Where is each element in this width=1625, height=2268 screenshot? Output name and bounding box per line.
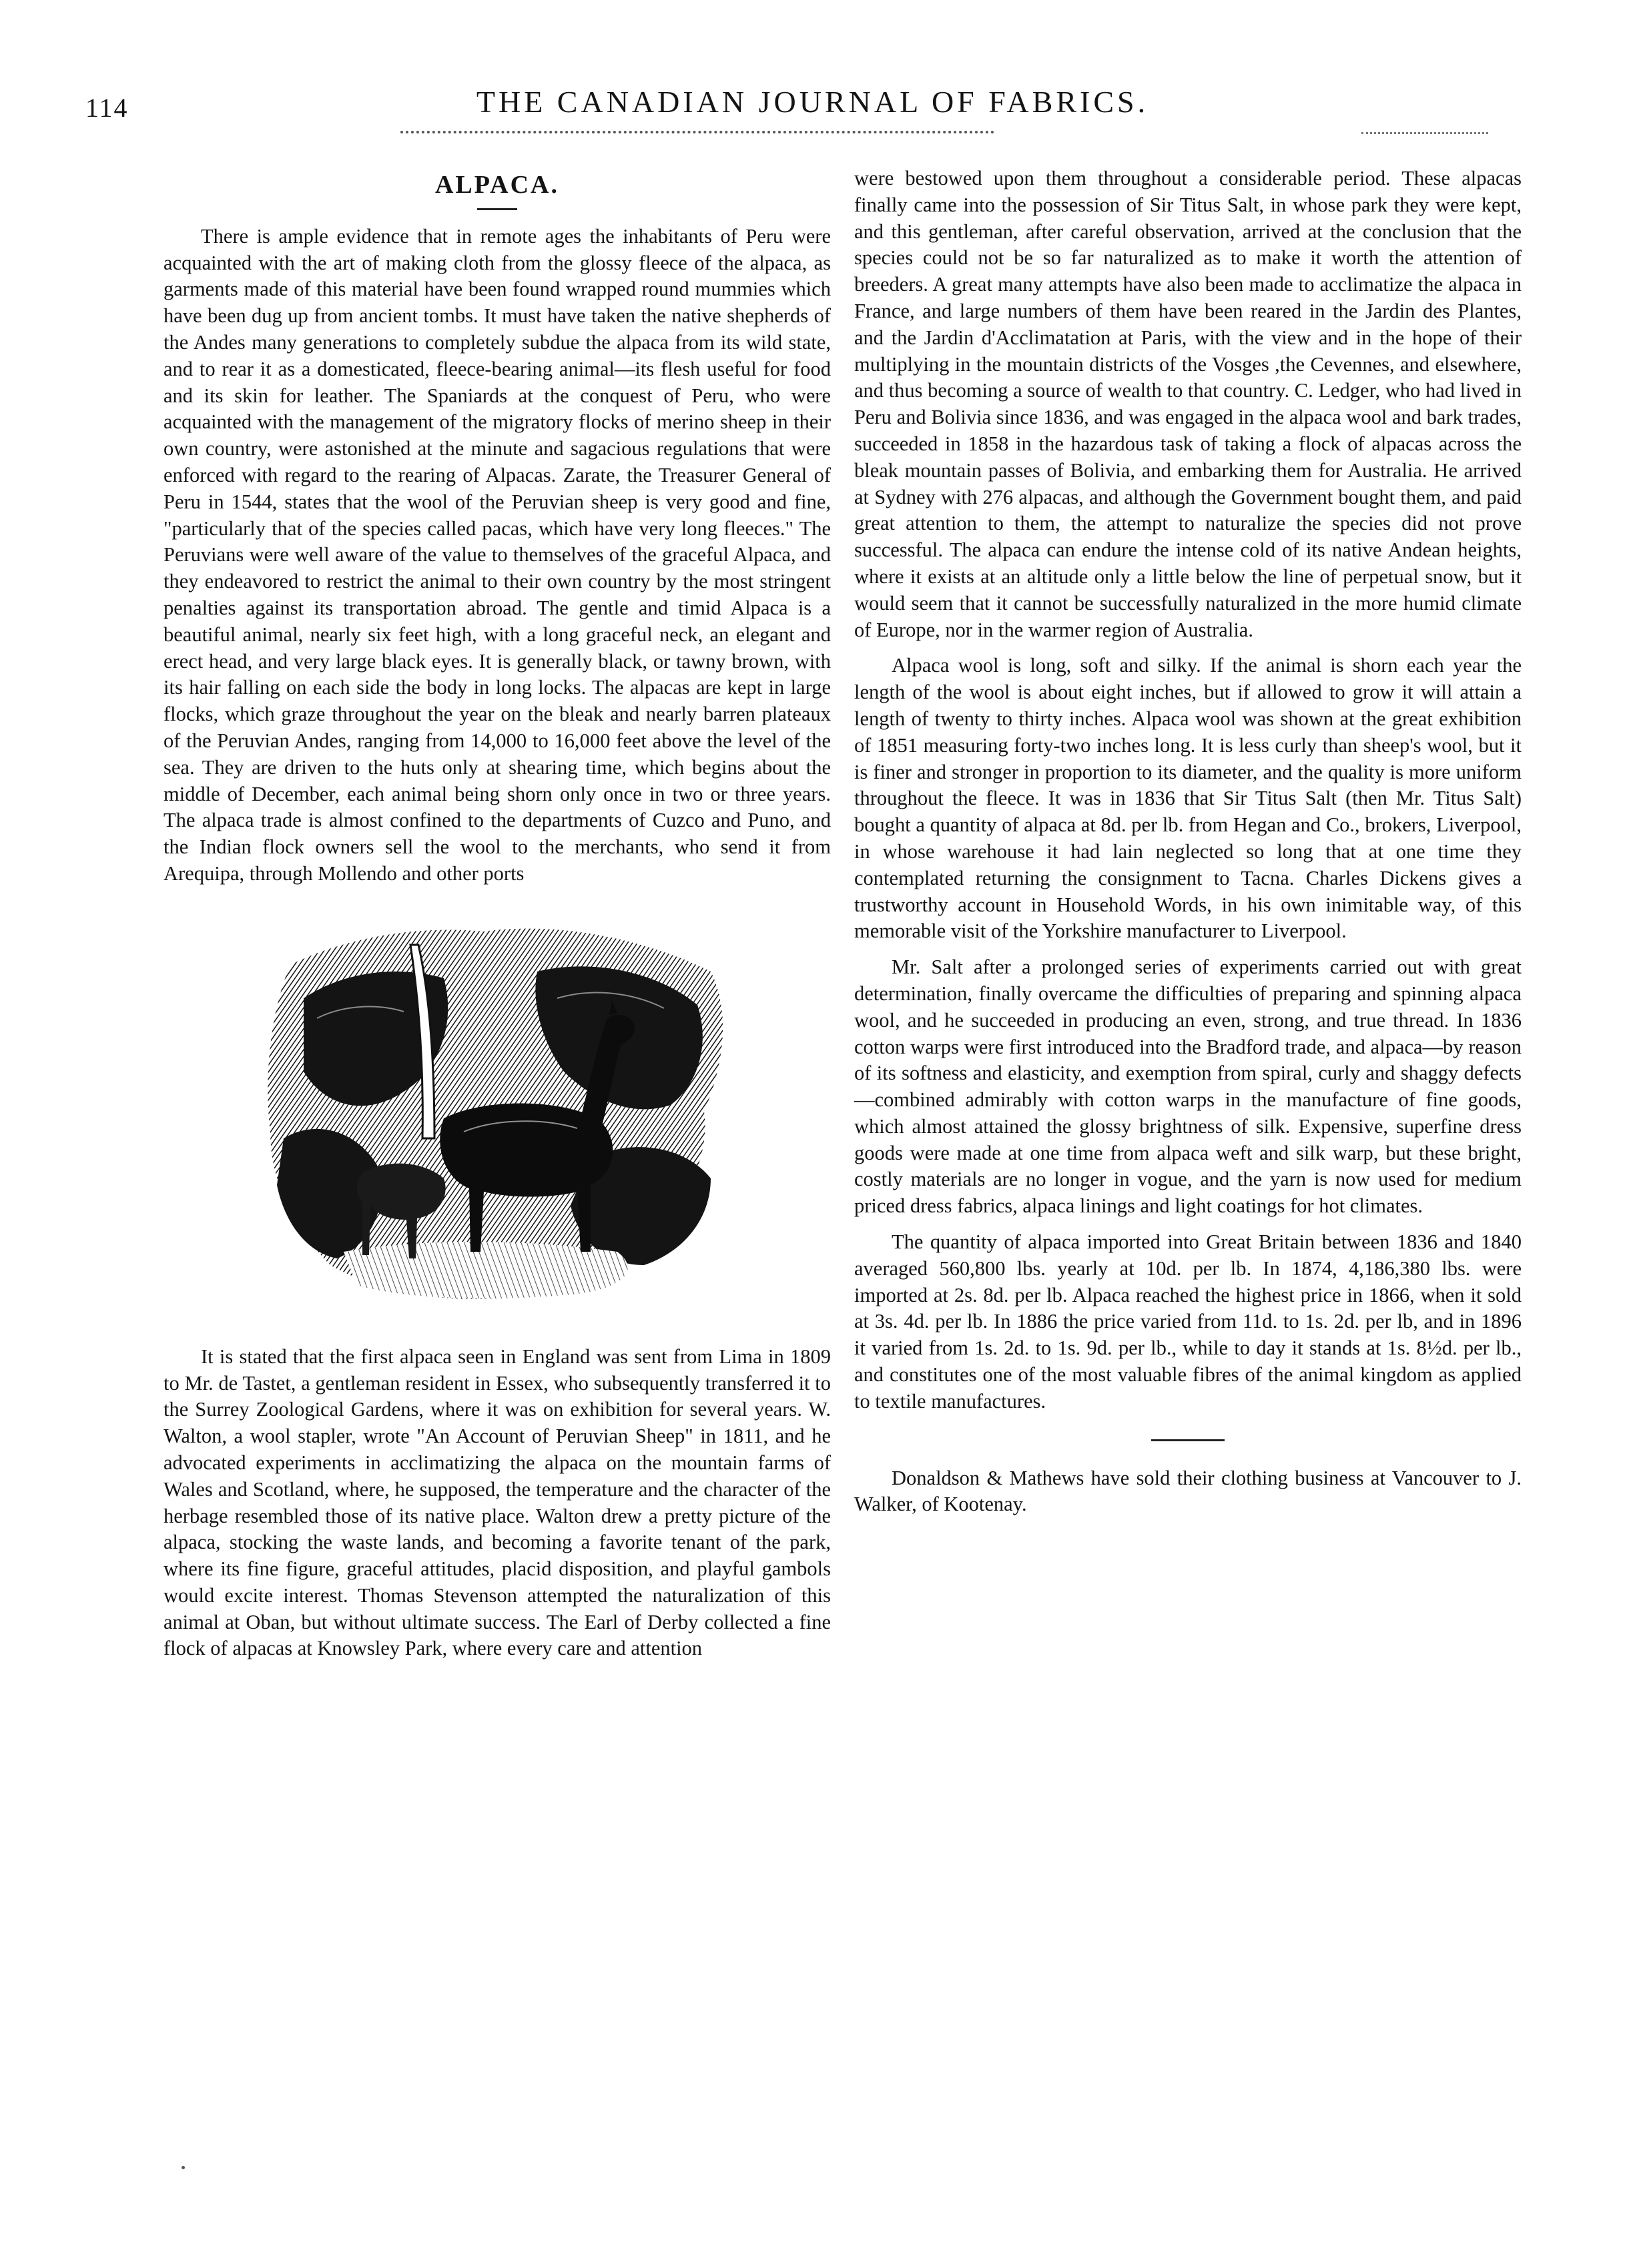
article-paragraph: The quantity of alpaca imported into Great Britain between 1836 and 1840 averaged 560,800 lbs. yearly at 10d. per lb. In 1874, 4,186,380 lbs. were imported at 2s. 8d. per lb. Alpaca reached the highest price in 1866, when it sold at 3s. 4d. per lb. In 1886 the price varied from 11d. to 1s. 2d. per lb, and in 1896 it varied from 1s. 2d. to 1s. 9d. per lb., while to day it stands at 1s. 8½d. per lb., and constitutes one of the most valuable fibres of the animal kingdom as applied to textile manufactures.: [854, 1230, 1522, 1413]
alpaca-engraving-illustration: [244, 918, 751, 1312]
page-speck: [182, 2166, 185, 2169]
section-rule: [1151, 1439, 1225, 1441]
page-number: 114: [85, 93, 129, 123]
left-column: [164, 165, 831, 1671]
article-title: ALPACA.: [434, 171, 559, 199]
article-paragraph: Mr. Salt after a prolonged series of experiments carried out with great determination, finally overcame the difficulties of preparing and spinning alpaca wool, and he succeeded in producing an even, strong, and true thread. In 1836 cotton warps were first introduced into the Bradford trade, and alpaca—by reason of its softness and elasticity, and exemption from spiral, curly and shaggy defects—combined admirably with cotton warps in the manufacture of fine goods, which almost attained the glossy brightness of silk. Expensive, superfine dress goods were made at one time from alpaca weft and silk warp, but these bright, costly materials are no longer in vogue, and the yarn is now used for medium priced dress fabrics, alpaca linings and light coatings for hot climates.: [854, 956, 1522, 1218]
article-paragraph: were bestowed upon them throughout a considerable period. These alpacas finally came into the possession of Sir Titus Salt, in whose park they were kept, and this gentleman, after careful observation, arrived at the conclusion that the species could not be so far naturalized as to make it worth the attention of breeders. A great many attempts have also been made to acclimatize the alpaca in France, and large numbers of them have been reared in the Jardin des Plantes, and the Jardin d'Acclimatation at Paris, with the view and in the hope of their multiplying in the mountain districts of the Vosges ,the Cevennes, and elsewhere, and thus becoming a source of wealth to that country. C. Ledger, who had lived in Peru and Bolivia since 1836, and was engaged in the alpaca wool and bark trades, succeeded in 1858 in the hazardous task of taking a flock of alpacas across the bleak mountain passes of Bolivia, and embarking them for Australia. He arrived at Sydney with 276 alpacas, and although the Government bought them, and paid great attention to them, the attempt to naturalize the species did not prove successful. The alpaca can endure the intense cold of its native Andean heights, where it exists at an altitude only a little below the line of perpetual snow, but it would seem that it cannot be successfully naturalized in the more humid climate of Europe, nor in the warmer region of Australia.: [854, 167, 1522, 641]
title-rule: [477, 208, 517, 210]
article-paragraph: It is stated that the first alpaca seen in England was sent from Lima in 1809 to Mr. de Tastet, a gentleman resident in Essex, who subsequently transferred it to the Surrey Zoological Gardens, where it was on exhibition for several years. W. Walton, a wool stapler, wrote "An Account of Peruvian Sheep" in 1811, and he advocated experiments in acclimatizing the alpaca on the mountain farms of Wales and Scotland, where, he supposed, the temperature and the character of the herbage resembled those of its native place. Walton drew a pretty picture of the alpaca, stocking the waste lands, and becoming a favorite tenant of the park, where its fine figure, graceful attitudes, placid disposition, and playful gambols would excite interest. Thomas Stevenson attempted the naturalization of this animal at Oban, but without ultimate success. The Earl of Derby collected a fine flock of alpacas at Knowsley Park, where every care and attention: [164, 1345, 831, 1660]
running-title: THE CANADIAN JOURNAL OF FABRICS.: [476, 85, 1149, 119]
article-paragraph: Alpaca wool is long, soft and silky. If the animal is shorn each year the length of the wool is about eight inches, but if allowed to grow it will attain a length of twenty to thirty inches. Alpaca wool was shown at the great exhibition of 1851 measuring forty-two inches long. It is less curly than sheep's wool, but it is finer and stronger in proportion to its diameter, and the quality is more uniform throughout the fleece. It was in 1836 that Sir Titus Salt (then Mr. Titus Salt) bought a quantity of alpaca at 8d. per lb. from Hegan and Co., brokers, Liverpool, in whose warehouse it had lain neglected so long that at one time they contemplated returning the consignment to Tacna. Charles Dickens gives a trustworthy account in Household Words, in his own inimitable way, of this memorable visit of the Yorkshire manufacturer to Liverpool.: [854, 654, 1522, 943]
news-item-paragraph: Donaldson & Mathews have sold their clothing business at Vancouver to J. Walker, of Kootenay.: [854, 1466, 1522, 1516]
article-paragraph: There is ample evidence that in remote ages the inhabitants of Peru were acquainted with the art of making cloth from the glossy fleece of the alpaca, as garments made of this material have been found wrapped round mummies which have been dug up from ancient tombs. It must have taken the native shepherds of the Andes many generations to completely subdue the alpaca from its wild state, and to rear it as a domesticated, fleece-bearing animal—its flesh useful for food and its skin for leather. The Spaniards at the conquest of Peru, who were acquainted with the management of the migratory flocks of merino sheep in their own country, were astonished at the minute and sagacious regulations that were enforced with regard to the rearing of Alpacas. Zarate, the Treasurer General of Peru in 1544, states that the wool of the Peruvian sheep is very good and fine, "particularly that of the species called pacas, which have very long fleeces." The Peruvians were well aware of the value to themselves of the graceful Alpaca, and they endeavored to restrict the animal to their own country by the most stringent penalties against its transportation abroad. The gentle and timid Alpaca is a beautiful animal, nearly six feet high, with a long graceful neck, an elegant and erect head, and very large black eyes. It is generally black, or tawny brown, with its hair falling on each side the body in long locks. The alpacas are kept in large flocks, which graze throughout the year on the bleak and nearly barren plateaux of the Peruvian Andes, ranging from 14,000 to 16,000 feet above the level of the sea. They are driven to the huts only at shearing time, which begins about the middle of December, each animal being shorn only once in two or three years. The alpaca trade is almost confined to the departments of Cuzco and Puno, and the Indian flock owners sell the wool to the merchants, who send it from Arequipa, through Mollendo and other ports: [164, 224, 831, 885]
header-rule: [400, 131, 994, 133]
header-rule-right: [1361, 132, 1488, 134]
right-column: [854, 165, 1522, 1527]
